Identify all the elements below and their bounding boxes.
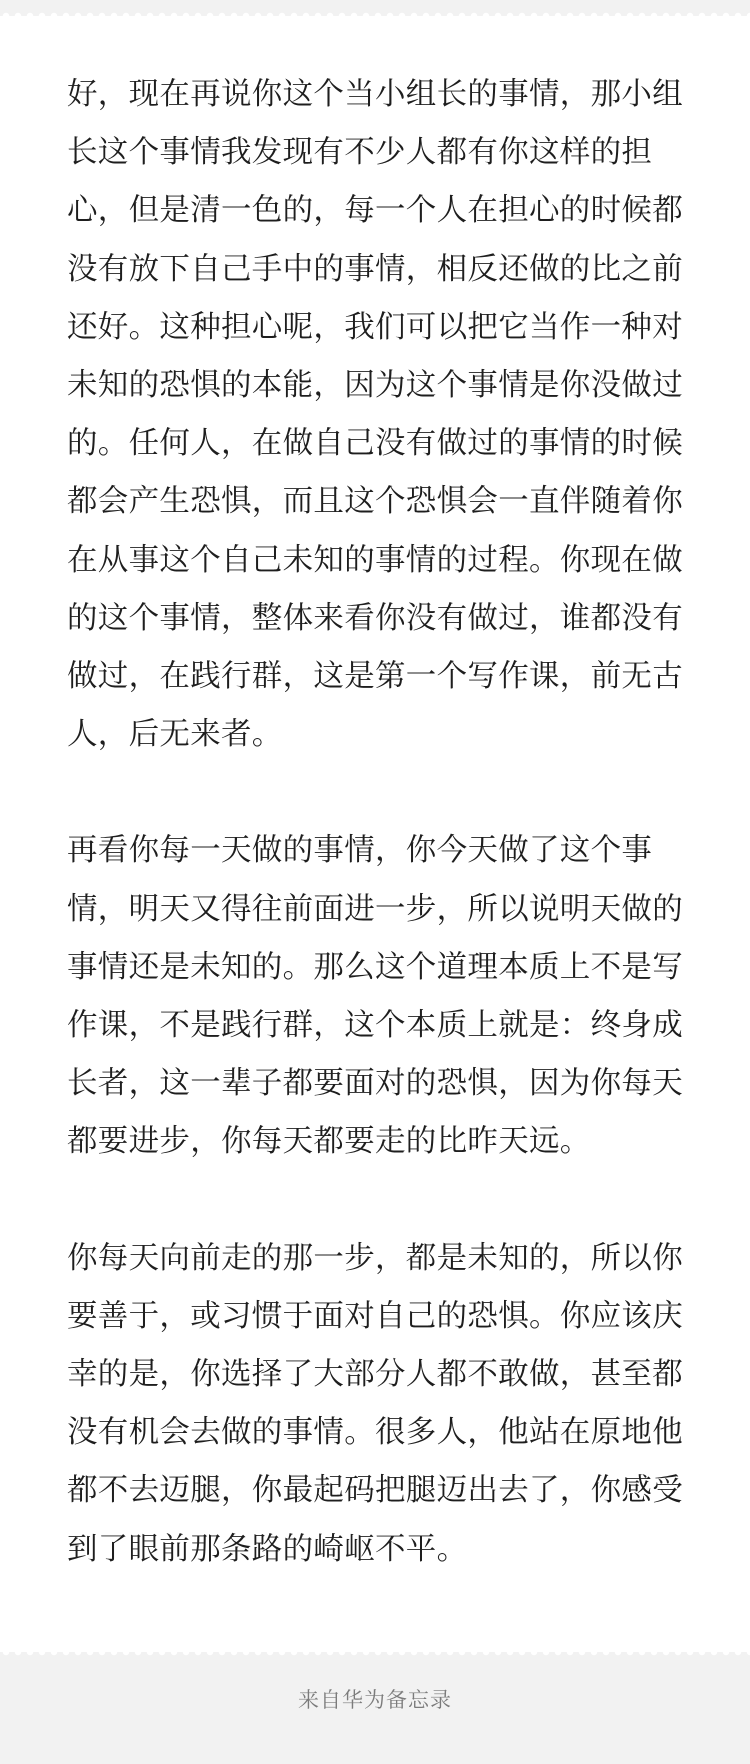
source-footer: 来自华为备忘录: [298, 1688, 452, 1712]
note-paper: [0, 16, 750, 1652]
note-body: [67, 66, 687, 1579]
note-paragraph-2: 再看你每一天做的事情，你今天做了这个事情，明天又得往前面进一步，所以说明天做的事情还是未知的。那么这个道理本质上不是写作课，不是践行群，这个本质上就是：终身成长者，这一辈子都要面对的恐惧，因为你每天都要进步，你每天都要走的比昨天远。: [67, 833, 683, 1160]
paper-bottom-edge: [0, 1652, 750, 1658]
note-paragraph-3: 你每天向前走的那一步，都是未知的，所以你要善于，或习惯于面对自己的恐惧。你应该庆幸的是，你选择了大部分人都不敢做，甚至都没有机会去做的事情。很多人，他站在原地他都不去迈腿，你最起码把腿迈出去了，你感受到了眼前那条路的崎岖不平。: [67, 1240, 683, 1567]
note-paragraph-1: 好，现在再说你这个当小组长的事情，那小组长这个事情我发现有不少人都有你这样的担心，但是清一色的，每一个人在担心的时候都没有放下自己手中的事情，相反还做的比之前还好。这种担心呢，我们可以把它当作一种对未知的恐惧的本能，因为这个事情是你没做过的。任何人，在做自己没有做过的事情的时候都会产生恐惧，而且这个恐惧会一直伴随着你在从事这个自己未知的事情的过程。你现在做的这个事情，整体来看你没有做过，谁都没有做过，在践行群，这是第一个写作课，前无古人，后无来者。: [67, 77, 683, 753]
